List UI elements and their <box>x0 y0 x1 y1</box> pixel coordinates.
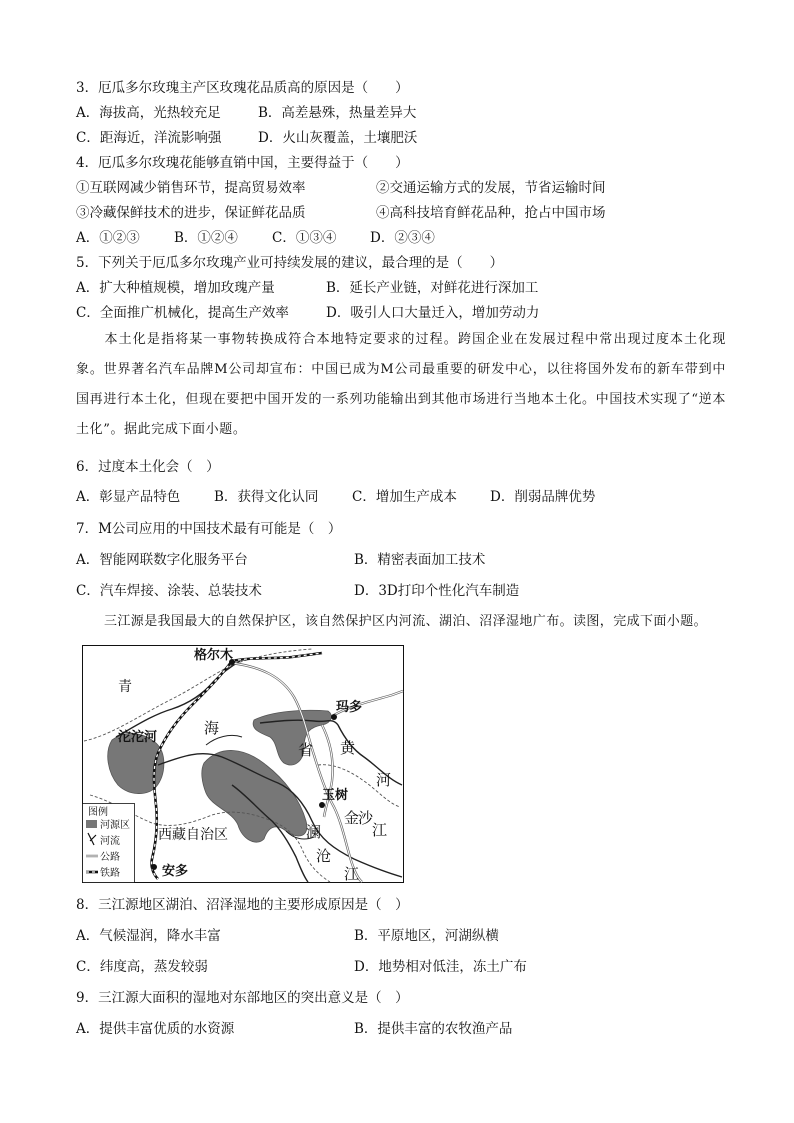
q8-option-d: D．地势相对低洼，冻土广布 <box>354 959 527 975</box>
q6-option-b: B．获得文化认同 <box>214 489 319 505</box>
q4-option-d: D．②③④ <box>370 230 435 246</box>
q6-stem: 6．过度本土化会（ ） <box>76 459 220 475</box>
q6-option-d: D．削弱品牌优势 <box>490 489 596 505</box>
map-legend <box>83 804 135 883</box>
q5-stem: 5．下列关于厄瓜多尔玫瑰产业可持续发展的建议，最合理的是（ ） <box>76 255 504 271</box>
q7-option-a: A．智能网联数字化服务平台 <box>76 552 248 568</box>
q4-option-a: A．①②③ <box>76 230 140 246</box>
q5-option-d: D．吸引人口大量迁入，增加劳动力 <box>326 305 540 321</box>
legend-road: 公路 <box>100 852 120 863</box>
label-tuotuohe: 沱沱河 <box>118 730 158 745</box>
q8-stem: 8．三江源地区湖泊、沼泽湿地的主要形成原因是（ ） <box>76 897 409 913</box>
q4-statement-4: ④高科技培育鲜花品种，抢占中国市场 <box>376 205 606 221</box>
q4-statement-2: ②交通运输方式的发展，节省运输时间 <box>376 180 606 196</box>
passage-sanjiangyuan-text: 三江源是我国最大的自然保护区，该自然保护区内河流、湖泊、沼泽湿地广布。读图，完成下面小题。 <box>104 614 708 629</box>
q3-option-d: D．火山灰覆盖，土壤肥沃 <box>258 130 418 146</box>
legend-source: 河源区 <box>100 820 130 831</box>
label-xizang: 西藏自治区 <box>158 827 228 843</box>
legend-title: 图例 <box>88 807 108 818</box>
label-anduo: 安多 <box>162 864 189 879</box>
q4-statement-3: ③冷藏保鲜技术的进步，保证鲜花品质 <box>76 205 306 221</box>
q9-option-a: A．提供丰富优质的水资源 <box>76 1021 235 1037</box>
label-jiang-1: 江 <box>372 821 388 839</box>
legend-source-swatch <box>86 820 97 828</box>
q7-stem: 7．M公司应用的中国技术最有可能是（ ） <box>76 521 342 537</box>
passage-localization <box>76 325 726 445</box>
q7-option-c: C．汽车焊接、涂装、总装技术 <box>76 583 262 599</box>
q8-option-a: A．气候湿润，降水丰富 <box>76 928 221 944</box>
passage-localization-text: 本土化是指将某一事物转换成符合本地特定要求的过程。跨国企业在发展过程中常出现过度本土化现象。世界著名汽车品牌M公司却宣布：中国已成为M公司最重要的研发中心，以往将国外发布的新车带到中国再进行本土化，但现在要把中国开发的一系列功能输出到其他市场进行当地本土化。中国技术实现了“逆本土化”。据此完成下面小题。 <box>76 332 726 437</box>
q4-option-c: C．①③④ <box>272 230 337 246</box>
label-hai: 海 <box>204 719 220 737</box>
q5-option-a: A．扩大种植规模，增加玫瑰产量 <box>76 280 275 296</box>
q5-option-c: C．全面推广机械化，提高生产效率 <box>76 305 289 321</box>
passage-sanjiangyuan <box>76 613 707 631</box>
label-sheng: 省 <box>298 741 314 759</box>
legend-rail: 铁路 <box>100 868 120 879</box>
q9-stem: 9．三江源大面积的湿地对东部地区的突出意义是（ ） <box>76 990 409 1006</box>
label-jin: 金 <box>344 809 360 827</box>
q7-option-d: D．3D打印个性化汽车制造 <box>354 583 520 599</box>
q6-option-a: A．彰显产品特色 <box>76 489 181 505</box>
label-he: 河 <box>376 771 392 789</box>
q7-option-b: B．精密表面加工技术 <box>354 552 486 568</box>
q8-option-b: B．平原地区，河湖纵横 <box>354 928 499 944</box>
q4-option-b: B．①②④ <box>174 230 238 246</box>
label-sha: 沙 <box>358 809 374 827</box>
q3-option-a: A．海拔高，光热较充足 <box>76 105 221 121</box>
q4-stem: 4．厄瓜多尔玫瑰花能够直销中国，主要得益于（ ） <box>76 155 409 171</box>
q3-option-b: B．高差悬殊，热量差异大 <box>258 105 417 121</box>
label-huang: 黄 <box>340 739 356 757</box>
q3-stem: 3．厄瓜多尔玫瑰主产区玫瑰花品质高的原因是（ ） <box>76 80 409 96</box>
label-maduo: 玛多 <box>336 700 363 715</box>
q3-option-c: C．距海近，洋流影响强 <box>76 130 222 146</box>
q6-option-c: C．增加生产成本 <box>352 489 457 505</box>
q5-option-b: B．延长产业链，对鲜花进行深加工 <box>326 280 539 296</box>
q8-option-c: C．纬度高，蒸发较弱 <box>76 959 208 975</box>
label-cang: 沧 <box>316 847 332 865</box>
q4-statement-1: ①互联网减少销售环节，提高贸易效率 <box>76 180 306 196</box>
q9-option-b: B．提供丰富的农牧渔产品 <box>354 1021 513 1037</box>
city-anduo <box>151 864 157 870</box>
label-yushu: 玉树 <box>322 788 349 803</box>
label-jiang-2: 江 <box>344 865 360 883</box>
label-qing: 青 <box>118 679 132 695</box>
label-lan: 澜 <box>306 823 322 841</box>
label-geermu: 格尔木 <box>194 648 234 663</box>
sanjiangyuan-map <box>82 645 404 883</box>
legend-river: 河流 <box>100 836 120 847</box>
